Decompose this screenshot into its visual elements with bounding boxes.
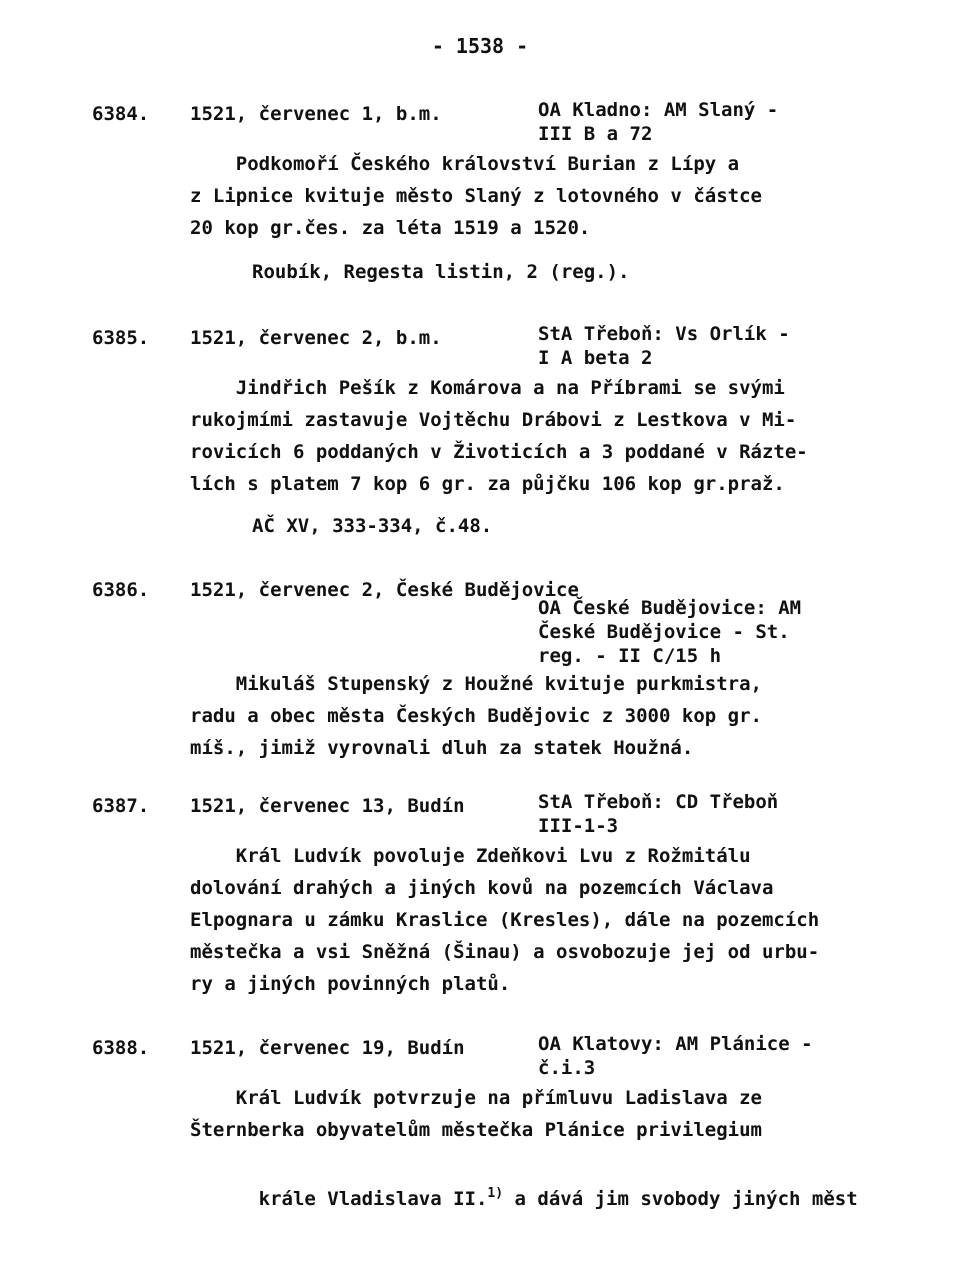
text-line: míš., jimiž vyrovnali dluh za statek Houžná. (190, 737, 694, 759)
entry-reference: AČ XV, 333-334, č.48. (252, 515, 493, 537)
archive-line: III B a 72 (538, 123, 653, 145)
entry-archive (538, 790, 838, 838)
text-line: Král Ludvík povoluje Zdeňkovi Lvu z Rožmitálu (190, 845, 751, 867)
archive-line: III-1-3 (538, 815, 619, 837)
entry-text (190, 148, 870, 244)
entry-date: 1521, červenec 13, Budín (190, 795, 465, 817)
text-line: lích s platem 7 kop 6 gr. za půjčku 106 kop gr.praž. (190, 473, 785, 495)
entry-date: 1521, červenec 2, b.m. (190, 327, 442, 349)
text-line: rovicích 6 poddaných v Životicích a 3 poddané v Rázte- (190, 441, 808, 463)
entry-text (190, 1082, 870, 1247)
text-line: dolování drahých a jiných kovů na pozemcích Václava (190, 877, 774, 899)
entry-number: 6384. (92, 103, 150, 125)
text-fragment: krále Vladislava II. (258, 1188, 488, 1210)
entry-date: 1521, červenec 19, Budín (190, 1037, 465, 1059)
archive-line: reg. - II C/15 h (538, 645, 722, 667)
archive-line: OA Klatovy: AM Plánice - (538, 1033, 813, 1055)
archive-line: České Budějovice - St. (538, 621, 790, 643)
archive-line: OA České Budějovice: AM (538, 597, 802, 619)
text-line: Podkomoří Českého království Burian z Lípy a (190, 153, 740, 175)
page-number: - 1538 - (431, 34, 529, 58)
text-line: městečka a vsi Sněžná (Šinau) a osvobozuje jej od urbu- (190, 941, 820, 963)
entry-archive (538, 98, 838, 146)
archive-line: StA Třeboň: CD Třeboň (538, 791, 779, 813)
text-fragment: a dává jim svobody jiných měst (503, 1188, 858, 1210)
entry-number: 6388. (92, 1037, 150, 1059)
text-line: Šternberka obyvatelům městečka Plánice privilegium (190, 1119, 762, 1141)
archive-line: č.i.3 (538, 1057, 596, 1079)
footnote-mark: 1) (487, 1186, 504, 1201)
text-line: Jindřich Pešík z Komárova a na Příbrami se svými (190, 377, 785, 399)
entry-number: 6385. (92, 327, 150, 349)
archive-line: I A beta 2 (538, 347, 653, 369)
entry-date: 1521, červenec 1, b.m. (190, 103, 442, 125)
entry-number: 6387. (92, 795, 150, 817)
entry-text (190, 372, 870, 500)
text-line: 20 kop gr.čes. za léta 1519 a 1520. (190, 217, 591, 239)
entry-archive (538, 1032, 838, 1080)
text-line: rukojmími zastavuje Vojtěchu Drábovi z Lestkova v Mi- (190, 409, 797, 431)
entry-reference: Roubík, Regesta listin, 2 (reg.). (252, 261, 630, 283)
entry-text (190, 668, 870, 764)
entry-number: 6386. (92, 579, 150, 601)
text-line: radu a obec města Českých Budějovic z 3000 kop gr. (190, 705, 762, 727)
entry-archive (538, 322, 838, 370)
text-line: ry a jiných povinných platů. (190, 973, 511, 995)
entry-text (190, 840, 870, 1000)
text-line: z Lipnice kvituje město Slaný z lotovného v částce (190, 185, 762, 207)
text-line: Elpognara u zámku Kraslice (Kresles), dále na pozemcích (190, 909, 820, 931)
text-line: Král Ludvík potvrzuje na přímluvu Ladislava ze (190, 1087, 762, 1109)
text-line (190, 1146, 870, 1247)
entry-date: 1521, červenec 2, České Budějovice (190, 579, 579, 601)
text-line: Mikuláš Stupenský z Houžné kvituje purkmistra, (190, 673, 762, 695)
archive-line: OA Kladno: AM Slaný - (538, 99, 779, 121)
archive-line: StA Třeboň: Vs Orlík - (538, 323, 790, 345)
entry-archive (538, 596, 838, 668)
